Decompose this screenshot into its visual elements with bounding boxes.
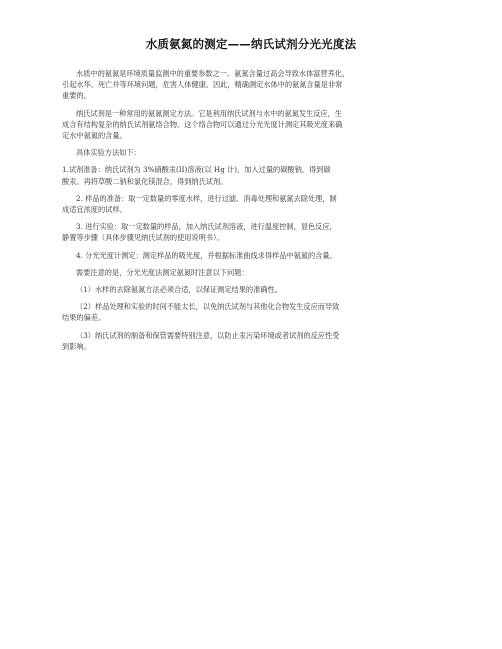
text-line: 重要的。 [62,91,91,101]
text-line: 酸汞。再将草酸二钠和氯化镁混合，得到纳氏试剂。 [62,176,228,186]
text-line: 成含有结构复杂的纳氏试剂氨络合物。这个络合物可以通过分光光度计测定其吸光度来确 [62,119,343,129]
paragraph-note-1 [62,284,444,295]
document-title: 水质氨氮的测定——纳氏试剂分光光度法 [145,37,357,51]
text-line: 成适宜浓度的试样。 [62,205,127,215]
text-line: 静置等步骤（具体步骤见纳氏试剂的使用说明书）。 [62,233,224,243]
paragraph-steps-heading [62,147,444,158]
paragraph-step-3 [62,221,444,243]
text-line: （1）水样的去除氨氮方法必须合适，以保证测定结果的准确性。 [76,285,282,295]
text-line: 定水中氨氮的含量。 [62,131,127,141]
paragraph-intro [62,68,444,102]
paragraph-step-1 [62,164,444,186]
text-line: 纳氏试剂是一种常用的氨氮测定方法。它是利用纳氏试剂与水中的氨氮发生反应，生 [76,108,342,118]
text-line: 结果的偏差。 [62,313,106,323]
paragraph-note-2 [62,301,444,323]
text-line: 水质中的氨氮是环境质量监测中的重要参数之一。氨氮含量过高会导致水体富营养化， [76,69,350,78]
text-line: 1.试剂准备：纳氏试剂为 3%硝酸汞(II)溶液(以 Hg 计)，加入过量的碳酸钠，得到碳 [62,165,331,175]
text-line: 需要注意的是，分光光度法测定氨氮时注意以下问题： [76,267,249,277]
paragraph-note-3 [62,330,444,352]
text-line: 2. 样品的准备：取一定数量的零度水样，进行过滤、消毒处理和氨氮去除处理，制 [76,193,337,203]
document-body [62,68,444,358]
paragraph-method [62,108,444,142]
text-line: 3. 进行实验：取一定数量的样品，加入纳氏试剂溶液，进行温度控制，显色反应， [76,222,337,232]
text-line: 具体实验方法如下： [76,148,141,158]
paragraph-step-2 [62,193,444,215]
text-line: （2）样品处理和实验的时间不能太长，以免纳氏试剂与其他化合物发生反应而导致 [76,302,340,312]
paragraph-step-4 [62,250,444,261]
text-line: （3）纳氏试剂的制备和保管需要特别注意，以防止汞污染环境或者试剂的反应性受 [76,330,340,340]
paragraph-notes-heading [62,267,444,278]
text-line: 引起水华、死亡井等环境问题，危害人体健康。因此，精确测定水体中的氨氮含量是非常 [62,80,343,90]
text-line: 到影响。 [62,341,91,351]
text-line: 4. 分光光度计测定：测定样品的吸光度，并根据标准曲线求得样品中氨氮的含量。 [76,250,337,260]
